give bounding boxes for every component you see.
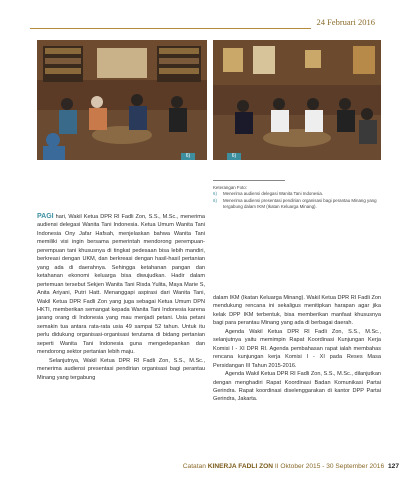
photo-meeting-1: [37, 40, 207, 160]
article-left-column: [37, 213, 205, 382]
header-date: 24 Februari 2016: [316, 17, 375, 27]
paragraph: Agenda Wakil Ketua DPR RI Fadli Zon, S.S., M.Sc., selanjutnya yaitu memimpin Rapat Koordinasi Kunjungan Kerja Komisi I - XI DPR RI. Agenda pembahasan rapat ialah membahas rencana kunjungan kerja Komisi I - XI pada Reses Masa Persidangan III Tahun 2015-2016.: [213, 328, 381, 369]
caption-number: 6): [213, 197, 217, 203]
paragraph: dalam IKM (Ikatan Keluarga Minang). Wakil Ketua DPR RI Fadli Zon mendukung rencana ini sekaligus menitipkan harapan agar jika kelak DPP IKM terbentuk, bisa memberikan manfaat khususnya bagi para perantau Minang yang ada di berbagai daerah.: [213, 295, 381, 327]
page-number: 127: [387, 463, 399, 470]
caption-text: Menerima audiensi delegasi Wanita Tani Indonesia.: [223, 191, 324, 197]
paragraph-text: hari, Wakil Ketua DPR RI Fadli Zon, S.S., M.Sc., menerima audiensi delegasi Wanita Tani Indonesia. Ketua Umum Wanita Tani Indonesia Ony Jafar Hafsah, menjelaskan bahwa Wanita Tani memiliki visi ingin bersama pemerintah mendorong perempuan-perempuan tani khususnya di tingkat pedesaan bisa lebih mandiri, berkreasi dengan UKM, dan berkreasi dengan hasil-hasil pertanian yang ada di daerahnya. Sehingga ketahanan pangan dan ketahanan ekonomi keluarga bisa diwujudkan. Hadir dalam pertemuan tersebut Sekjen Wanita Tani Risda Yulita, Maya Marie S, Anita Ariyani, Putri Hatt. Menanggapi aspirasi dari Wanita Tani, Wakil Ketua DPR Fadli Zon yang juga sebagai Ketua Umum DPN HKTI, memberikan semangat kepada Wanita Tani Indonesia karena jarang orang di Indonesia yang mau menjadi petani. Usia petani semakin tua antara rata-rata usia 49 sampai 52 tahun. Untuk itu perlu didukung organisasi-organisasi terutama di bidang pertanian seperti Wanita Tani Indonesia guna mengedepankan dan mendorong sektor pertanian lebih maju.: [37, 214, 205, 356]
caption-rule: [213, 180, 285, 181]
photo-caption: [213, 185, 379, 211]
footer-range: II Oktober 2015 - 30 September 2016: [274, 463, 385, 470]
footer-title: KINERJA FADLI ZON: [207, 463, 274, 470]
photo-tag: 6): [227, 153, 241, 160]
page-footer: [183, 463, 399, 470]
paragraph: [37, 213, 205, 357]
caption-title: Keterangan Foto:: [213, 185, 247, 190]
footer-prefix: Catatan: [182, 463, 206, 470]
caption-text: Menerima audiensi presentasi pendirian organisasi bagi perantau Minang yang tergabung dalam IKM (Ikatan Keluarga Minang).: [223, 197, 377, 210]
header-rule: [30, 28, 311, 29]
caption-item: [213, 198, 379, 211]
lead-word: PAGI: [37, 213, 54, 220]
paragraph: Selanjutnya, Wakil Ketua DPR RI Fadli Zon, S.S., M.Sc., menerima audiensi presentasi pendirian organisasi bagi perantau Minang yang tergabung: [37, 357, 205, 381]
photo-tag: 6): [181, 153, 195, 160]
paragraph: Agenda Wakil Ketua DPR RI Fadli Zon, S.S., M.Sc., dilanjutkan dengan menghadiri Rapat Koordinasi Badan Komunikasi Partai Gerindra. Rapat koordinasi diselenggarakan di kantor DPP Partai Gerindra, Jakarta.: [213, 371, 381, 403]
article-right-column: [213, 294, 381, 404]
photo-meeting-2: [213, 40, 381, 160]
caption-number: 6): [213, 191, 217, 197]
